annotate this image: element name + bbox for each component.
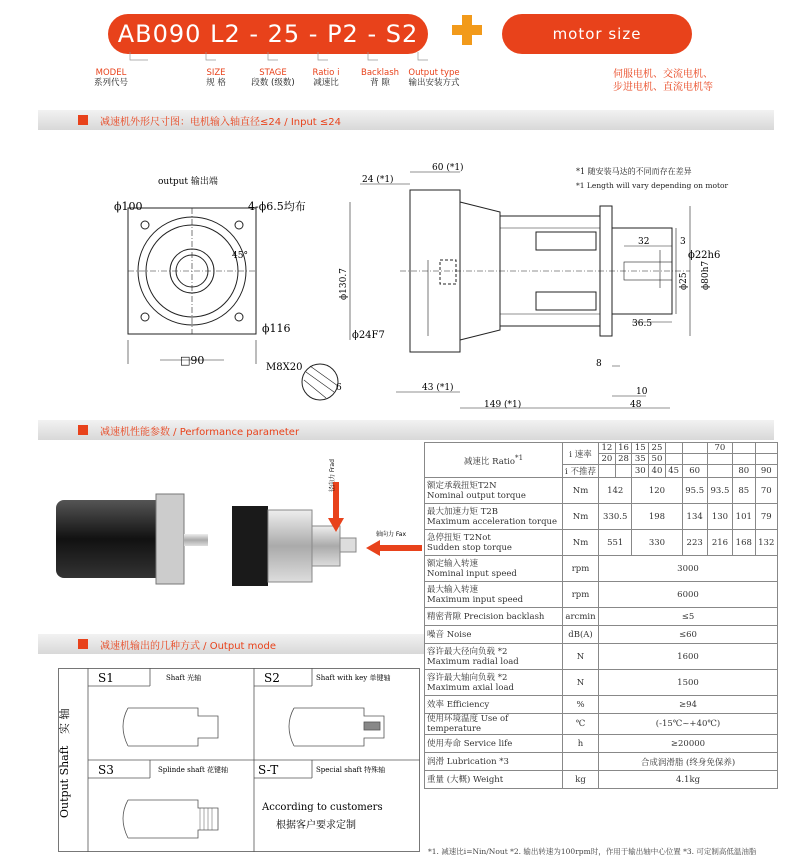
dim-holes: 4-ϕ6.5均布 bbox=[248, 200, 306, 213]
table-row: 急停扭矩 T2Not Sudden stop torque Nm 551 330 223 216 168 132 bbox=[425, 530, 778, 556]
custom-cn: 根据客户要求定制 bbox=[276, 820, 356, 831]
dim-d116: ϕ116 bbox=[262, 322, 291, 335]
dim-l48: 48 bbox=[630, 400, 642, 410]
table-row: 最大加速力矩 T2B Maximum acceleration torque Nm 330.5 198 134 130 101 79 bbox=[425, 504, 778, 530]
dim-l149: 149 (*1) bbox=[484, 400, 522, 410]
label-size: SIZE 规 格 bbox=[206, 68, 226, 88]
mode-st: S-T bbox=[258, 763, 279, 777]
label-stage: STAGE 段数 (级数) bbox=[251, 68, 295, 88]
ratio-header: 减速比 Ratio$^{*1}$ bbox=[425, 443, 563, 478]
output-mode-side-en: Output Shaft bbox=[58, 745, 71, 818]
dim-d25: ϕ25 bbox=[679, 272, 689, 290]
dim-d80: ϕ80h7 bbox=[701, 260, 711, 290]
dimension-drawing bbox=[100, 150, 780, 420]
dim-l10: 10 bbox=[636, 387, 648, 397]
mode-s2-label: Shaft with key 单键轴 bbox=[316, 674, 391, 682]
dim-l24: 24 (*1) bbox=[362, 175, 394, 185]
dim-l365: 36.5 bbox=[632, 319, 653, 329]
section-bar-output: 减速机输出的几种方式 / Output mode bbox=[38, 634, 424, 654]
table-row: 最大输入转速 Maximum input speed rpm 6000 bbox=[425, 582, 778, 608]
table-row: 效率 Efficiency % ≥94 bbox=[425, 696, 778, 714]
gearbox-nose bbox=[312, 526, 340, 566]
stage-all-cell: i 不推荐 bbox=[563, 465, 599, 478]
dim-d130: ϕ130.7 bbox=[339, 268, 349, 300]
dim-sq90: □90 bbox=[180, 354, 205, 367]
dim-l32: 32 bbox=[638, 237, 650, 247]
mode-s1: S1 bbox=[98, 671, 114, 685]
table-row: 使用环境温度 Use of temperature ℃ (-15℃~+40℃) bbox=[425, 714, 778, 735]
label-backlash: Backlash 背 隙 bbox=[360, 68, 400, 88]
motor-flange bbox=[156, 494, 184, 584]
performance-table: 减速比 Ratio$^{*1}$ i 速率 12 16 15 25 70 20 28 35 50 i 不推荐 30 40 45 60 80 90 额定承载扭矩T2N Nominal output torque Nm 142 120 95.5 93.5 85 70 最大加速力矩 T2B Maximum acceleration torque Nm 330.5 198 134 130 101 79 急停扭矩 T2Not Sudden stop torque Nm 551 330 223 216 168 132 额定输入转速 Nominal input speed rpm 3000 最大输入转速 Maximum input speed rpm 6000 精密背隙 Precision backlash arcmin ≤5 噪音 Noise dB(A) ≤60 容许最大径向负载 *2 Maximum radial load N 1600 容许最大轴向负载 *2 Maximum axial load N 1500 效率 Efficiency % ≥94 使用环境温度 Use of temperature ℃ (-15℃~+40℃) 使用寿命 Service life h ≥20000 润滑 Lubrication *3 合成润滑脂 (终身免保养) 重量 (大概) Weight kg 4.1kg bbox=[424, 442, 778, 789]
mode-s3: S3 bbox=[98, 763, 114, 777]
bracket-lines bbox=[118, 52, 438, 68]
mode-st-label: Special shaft 特殊轴 bbox=[316, 766, 386, 774]
dim-d24: ϕ24F7 bbox=[352, 330, 385, 341]
motor-types: 伺服电机、交流电机、 步进电机、直流电机等 bbox=[613, 69, 713, 93]
gearbox-body bbox=[268, 510, 312, 582]
mode-s3-label: Splinde shaft 花键轴 bbox=[158, 766, 229, 774]
stage-cell: i 速率 bbox=[563, 443, 599, 465]
dim-six: 6 bbox=[336, 383, 342, 393]
motor-size-text: motor size bbox=[552, 25, 642, 43]
section-bar-dimensions: 减速机外形尺寸图：电机输入轴直径≤24 / Input ≤24 bbox=[38, 110, 774, 130]
table-row: 容许最大径向负载 *2 Maximum radial load N 1600 bbox=[425, 644, 778, 670]
label-output-type: Output type 输出安装方式 bbox=[408, 68, 460, 88]
model-code-banner bbox=[108, 14, 428, 54]
gearbox-housing bbox=[232, 506, 268, 586]
table-row: 噪音 Noise dB(A) ≤60 bbox=[425, 626, 778, 644]
table-row: 润滑 Lubrication *3 合成润滑脂 (终身免保养) bbox=[425, 753, 778, 771]
table-row: 使用寿命 Service life h ≥20000 bbox=[425, 735, 778, 753]
table-row: 容许最大轴向负载 *2 Maximum axial load N 1500 bbox=[425, 670, 778, 696]
gearbox-shaft bbox=[340, 538, 356, 552]
output-label: output 输出端 bbox=[158, 177, 218, 187]
dim-l60: 60 (*1) bbox=[432, 163, 464, 173]
label-model: MODEL 系列代号 bbox=[93, 68, 128, 88]
motor-body bbox=[56, 500, 166, 578]
output-mode-box bbox=[58, 668, 420, 852]
dim-l3: 3 bbox=[680, 237, 686, 247]
radial-force-label: 径向力 Frad bbox=[329, 459, 336, 492]
dim-angle: 45° bbox=[232, 251, 248, 261]
dim-l43: 43 (*1) bbox=[422, 383, 454, 393]
custom-en: According to customers bbox=[262, 802, 383, 813]
table-row: 精密背隙 Precision backlash arcmin ≤5 bbox=[425, 608, 778, 626]
table-row: 额定承载扭矩T2N Nominal output torque Nm 142 120 95.5 93.5 85 70 bbox=[425, 478, 778, 504]
dim-l8: 8 bbox=[596, 359, 602, 369]
product-photo bbox=[36, 452, 424, 622]
dim-d22: ϕ22h6 bbox=[688, 250, 721, 261]
mode-s1-label: Shaft 光轴 bbox=[166, 674, 202, 682]
table-row: 重量 (大概) Weight kg 4.1kg bbox=[425, 771, 778, 789]
axial-force-label: 轴向力 Fax bbox=[376, 531, 407, 538]
table-row: 额定输入转速 Nominal input speed rpm 3000 bbox=[425, 556, 778, 582]
plus-icon bbox=[450, 13, 484, 47]
label-ratio: Ratio i 减速比 bbox=[312, 68, 340, 88]
table-footnote: *1. 减速比i=Nin/Nout *2. 输出转速为100rpm时，作用于输出轴中心位置 *3. 可定制高低温油脂 bbox=[428, 847, 757, 856]
motor-shaft bbox=[184, 534, 208, 546]
model-code-text: AB090 L2 - 25 - P2 - S2 bbox=[117, 20, 419, 48]
drawing-note-cn: *1 随安装马达的不同而存在差异 bbox=[576, 167, 692, 176]
drawing-note-en: *1 Length will vary depending on motor bbox=[576, 181, 729, 190]
mode-s2: S2 bbox=[264, 671, 280, 685]
motor-size-banner bbox=[502, 14, 692, 54]
output-mode-side-cn: 实 轴 bbox=[58, 708, 71, 734]
section-bar-performance: 减速机性能参数 / Performance parameter bbox=[38, 420, 774, 440]
dim-m8: M8X20 bbox=[266, 362, 303, 373]
dim-d100: ϕ100 bbox=[114, 200, 143, 213]
